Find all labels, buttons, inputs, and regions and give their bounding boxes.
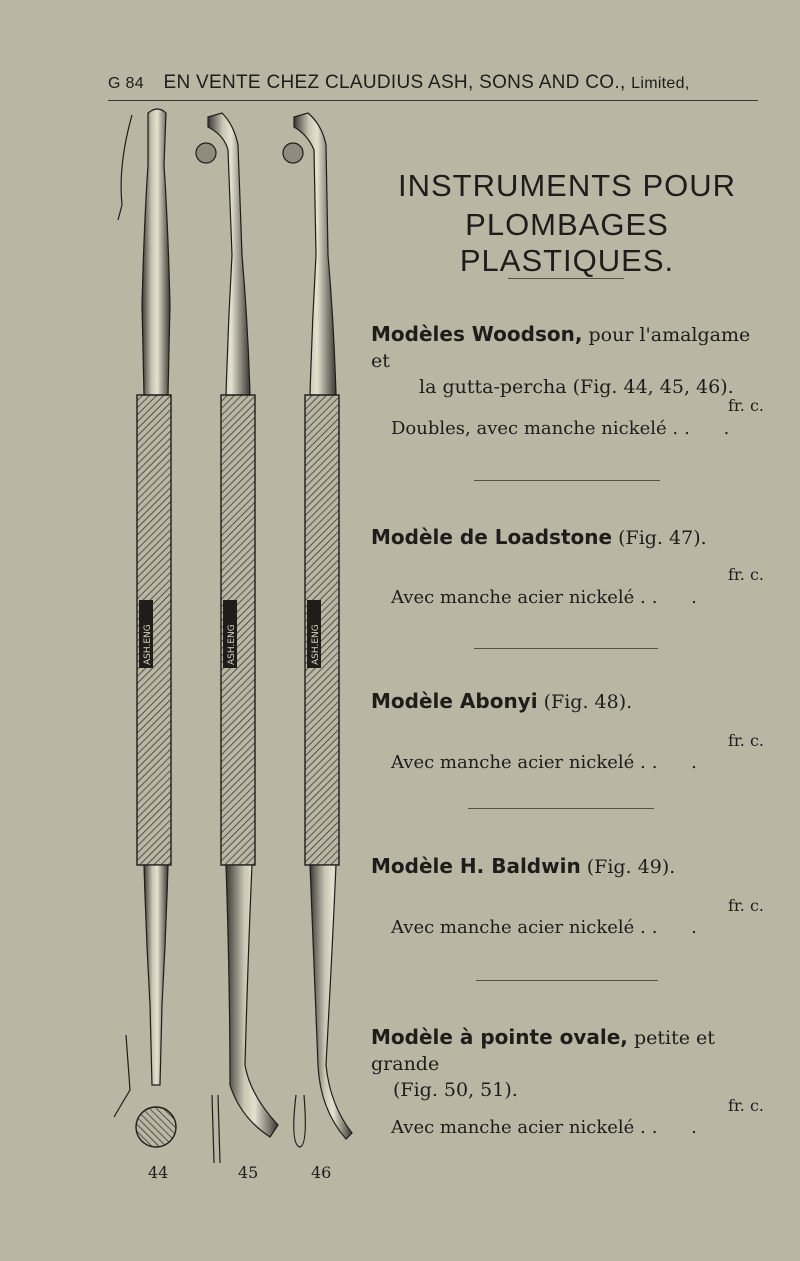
model-item-line xyxy=(391,752,711,773)
figure-label-45: 45 xyxy=(238,1163,259,1182)
title-separator xyxy=(508,278,624,279)
model-name: Modèle à pointe ovale, xyxy=(371,1025,628,1049)
instrument-46 xyxy=(283,113,352,1147)
price-unit: fr. c. xyxy=(727,396,764,415)
model-item: Doubles, avec manche nickelé . xyxy=(391,418,679,439)
engraving-label-45: ASH.ENG xyxy=(227,624,237,665)
title-line-1: INSTRUMENTS POUR xyxy=(397,168,737,203)
model-description-2: (Fig. 50, 51). xyxy=(393,1079,518,1101)
header-limited: Limited, xyxy=(631,75,690,92)
instrument-45 xyxy=(196,113,278,1163)
price-unit: fr. c. xyxy=(727,1096,764,1115)
model-item-line xyxy=(391,418,743,439)
instrument-44 xyxy=(114,109,176,1147)
model-name: Modèle H. Baldwin xyxy=(371,854,581,878)
leader-dots: . . xyxy=(651,1117,711,1138)
engraving-label-46: ASH.ENG xyxy=(311,624,321,665)
model-item: Avec manche acier nickelé . xyxy=(391,587,646,608)
model-description: pour l'amalgame et xyxy=(371,324,751,372)
model-pointe-ovale xyxy=(371,1024,766,1103)
instrument-figures xyxy=(100,105,370,1195)
model-baldwin xyxy=(371,853,766,880)
model-name: Modèle Abonyi xyxy=(371,689,538,713)
page-header xyxy=(108,72,758,94)
separator xyxy=(476,980,658,981)
model-description: (Fig. 49). xyxy=(580,856,676,878)
model-item-line xyxy=(391,917,711,938)
model-description: petite et grande xyxy=(371,1027,715,1075)
figure-label-46: 46 xyxy=(311,1163,332,1182)
header-rule xyxy=(108,100,758,101)
model-item-line xyxy=(391,1117,711,1138)
model-item-line xyxy=(391,587,711,608)
leader-dots: . . xyxy=(651,752,711,773)
model-item: Avec manche acier nickelé . xyxy=(391,752,646,773)
title-line-2: PLOMBAGES PLASTIQUES. xyxy=(459,207,675,278)
page-number: G 84 xyxy=(108,75,144,92)
figure-label-44: 44 xyxy=(148,1163,169,1182)
model-abonyi xyxy=(371,688,766,715)
model-description-2: la gutta-percha (Fig. 44, 45, 46). xyxy=(419,376,734,398)
model-item: Avec manche acier nickelé . xyxy=(391,1117,646,1138)
separator xyxy=(468,808,654,809)
price-unit: fr. c. xyxy=(727,731,764,750)
model-name: Modèle de Loadstone xyxy=(371,525,613,549)
model-description: (Fig. 48). xyxy=(537,691,633,713)
model-loadstone xyxy=(371,524,766,551)
dental-instruments-illustration xyxy=(100,105,370,1195)
header-text: EN VENTE CHEZ CLAUDIUS ASH, SONS AND CO., xyxy=(163,72,626,93)
separator xyxy=(474,480,660,481)
leader-dots: . . xyxy=(651,917,711,938)
model-description: (Fig. 47). xyxy=(612,527,707,549)
separator xyxy=(474,648,658,649)
engraving-label-44: ASH.ENG xyxy=(143,624,153,665)
model-item: Avec manche acier nickelé . xyxy=(391,917,646,938)
leader-dots: . . xyxy=(684,418,744,439)
price-unit: fr. c. xyxy=(727,565,764,584)
model-woodson xyxy=(371,321,766,400)
price-unit: fr. c. xyxy=(727,896,764,915)
leader-dots: . . xyxy=(651,587,711,608)
model-name: Modèles Woodson, xyxy=(371,322,583,346)
